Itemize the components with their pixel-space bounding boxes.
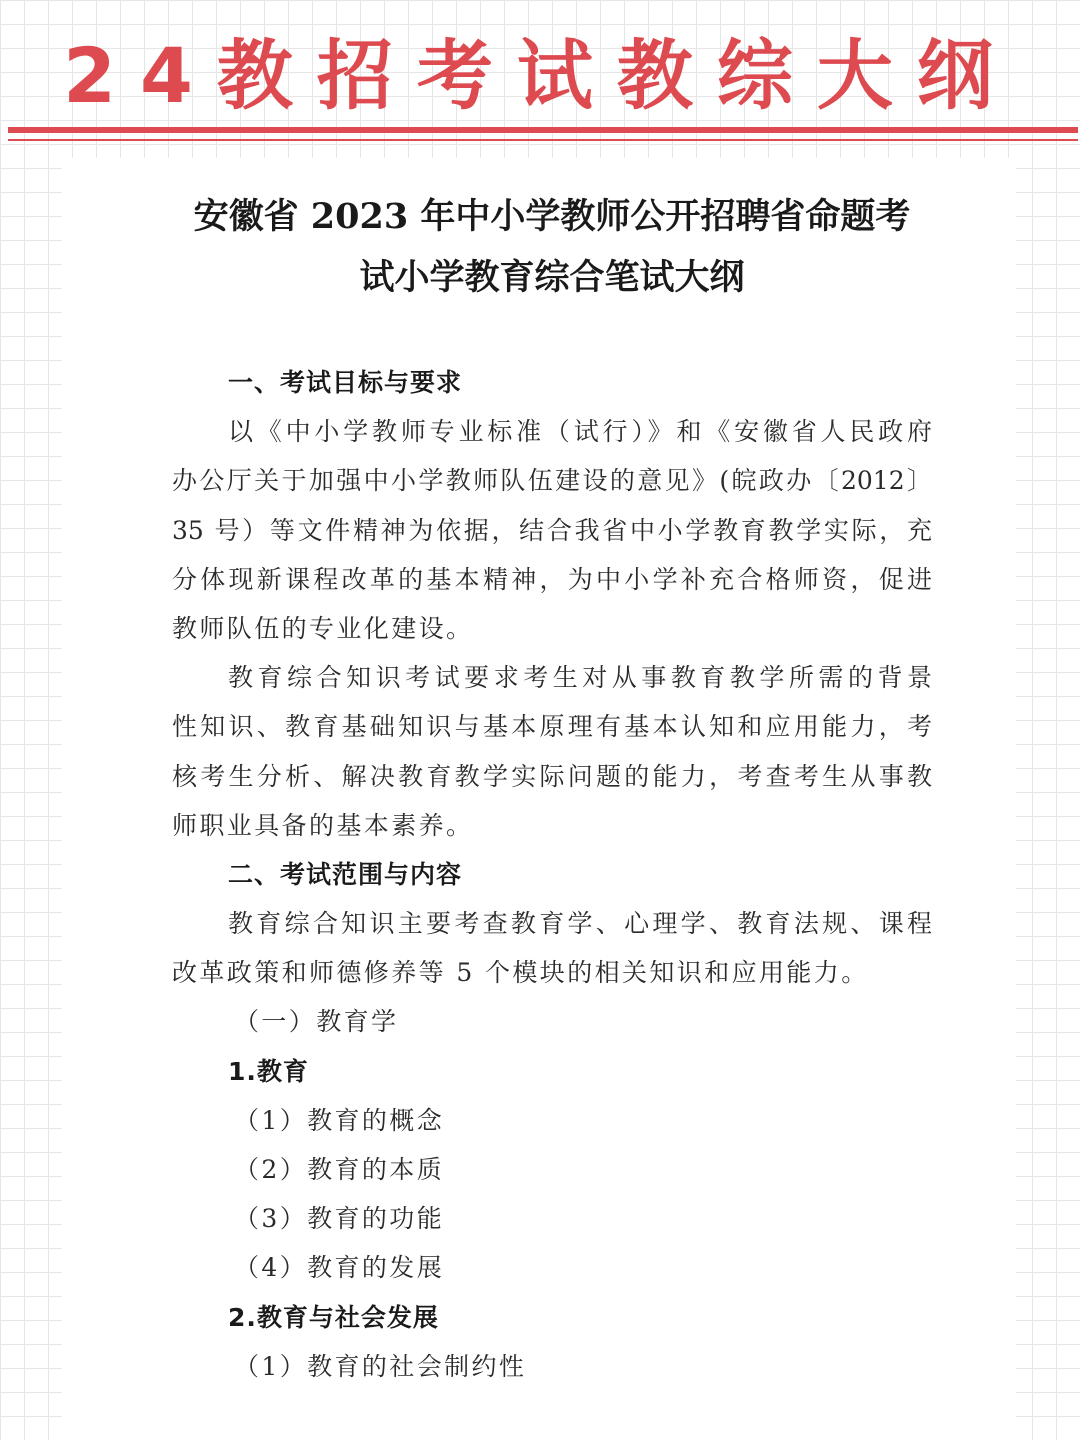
paragraph-line: 教育综合知识主要考查教育学、心理学、教育法规、课程 [228, 909, 932, 939]
banner-title: 24教招考试教综大纲 [63, 31, 1017, 120]
paragraph-line: 教育综合知识考试要求考生对从事教育教学所需的背景 [228, 663, 932, 693]
paragraph-line: 核考生分析、解决教育教学实际问题的能力，考查考生从事教 [172, 761, 932, 791]
list-item: （1）教育的社会制约性 [234, 1351, 527, 1381]
banner [0, 0, 1080, 150]
section-heading-scope: 二、考试范围与内容 [228, 859, 463, 889]
topic-heading: 1.教育 [228, 1056, 309, 1086]
paragraph-line: 以《中小学教师专业标准（试行）》和《安徽省人民政府 [228, 417, 932, 447]
paragraph-line: 分体现新课程改革的基本精神，为中小学补充合格师资，促进 [172, 564, 932, 594]
banner-rule-thin [8, 139, 1078, 141]
document-title-line-2: 试小学教育综合笔试大纲 [359, 257, 745, 298]
paragraph-line: 师职业具备的基本素养。 [172, 810, 474, 840]
section-heading-goals: 一、考试目标与要求 [228, 368, 463, 397]
banner-rule-thick [8, 127, 1078, 133]
paragraph-line: 35 号）等文件精神为依据，结合我省中小学教育教学实际，充 [172, 515, 932, 545]
document-title-line-1: 安徽省 2023 年中小学教师公开招聘省命题考 [193, 196, 911, 237]
topic-heading: 2.教育与社会发展 [228, 1302, 439, 1332]
list-item: （1）教育的概念 [234, 1105, 445, 1135]
list-item: （4）教育的发展 [234, 1253, 445, 1283]
paragraph-line: 性知识、教育基础知识与基本原理有基本认知和应用能力，考 [172, 712, 932, 742]
subsection-heading: （一）教育学 [234, 1007, 399, 1037]
list-item: （3）教育的功能 [234, 1204, 445, 1234]
document-title [172, 186, 932, 308]
paragraph-line: 教师队伍的专业化建设。 [172, 613, 474, 643]
paragraph-line: 改革政策和师德修养等 5 个模块的相关知识和应用能力。 [172, 958, 869, 988]
paragraph-line: 办公厅关于加强中小学教师队伍建设的意见》(皖政办〔2012〕 [172, 466, 932, 496]
document-page [62, 158, 1016, 1440]
document-body [172, 358, 932, 1391]
list-item: （2）教育的本质 [234, 1155, 445, 1184]
